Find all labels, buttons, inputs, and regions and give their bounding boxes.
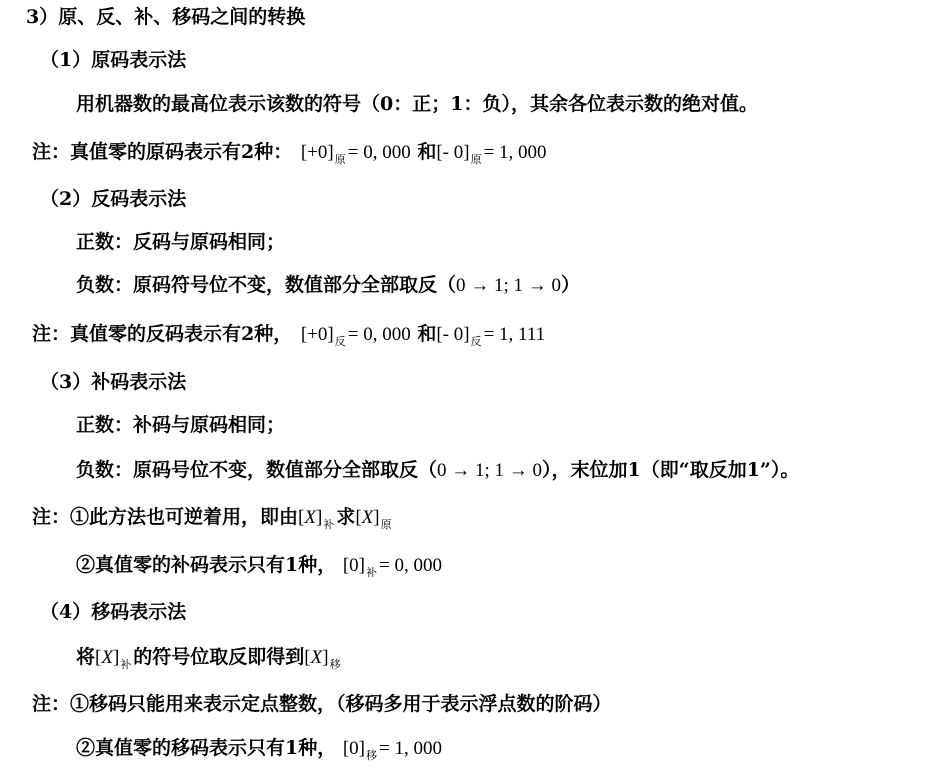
note-text: 真值零的原码表示有2种： (70, 141, 293, 163)
note-twos-complement-zero (76, 553, 442, 585)
note-text: ②真值零的补码表示只有1种， (76, 554, 337, 576)
section-title (26, 5, 305, 29)
subscript: 反 (470, 335, 482, 348)
formula-x-yuan: [X] (355, 507, 380, 528)
note-offset-binary-zero (76, 736, 442, 768)
subscript: 补 (120, 658, 132, 671)
heading-offset-binary (40, 600, 186, 624)
ones-complement-positive (76, 230, 285, 254)
formula-value: = 0, 000 (347, 142, 411, 163)
heading-text: （4）移码表示法 (40, 601, 187, 623)
formula-plus-zero: [+0] (300, 142, 334, 163)
note-text: 求 (336, 506, 356, 528)
formula-flip: 0 → 1; 1 → 0 (456, 275, 562, 296)
note-label: 注： (32, 141, 71, 163)
heading-ones-complement (40, 187, 186, 211)
note-text: ①此方法也可逆着用，即由 (70, 506, 299, 528)
heading-sign-magnitude (40, 48, 186, 72)
subscript: 原 (470, 153, 482, 166)
formula-value: = 1, 000 (483, 142, 547, 163)
positive-rule: 正数：反码与原码相同； (76, 231, 286, 253)
rule-text: 将 (76, 646, 96, 668)
conjunction: 和 (417, 141, 437, 163)
note-label: 注： (32, 506, 71, 528)
formula-minus-zero: [- 0] (436, 142, 470, 163)
formula-value: = 1, 000 (379, 738, 442, 759)
note-label: 注： (32, 693, 71, 715)
var-x: X (101, 647, 113, 668)
note-text: 真值零的反码表示有2种， (70, 323, 293, 345)
var-x: X (310, 647, 323, 668)
negative-rule: 负数：原码符号位不变，数值部分全部取反（ (76, 274, 457, 296)
formula-minus-zero: [- 0] (436, 324, 470, 345)
formula-x-yi: [X] (304, 647, 329, 668)
subscript: 移 (329, 658, 341, 671)
subscript: 移 (366, 749, 378, 762)
note-sign-magnitude (32, 140, 547, 172)
negative-rule: 负数：原码号位不变，数值部分全部取反（ (76, 459, 438, 481)
formula-x-bu: [X] (95, 647, 120, 668)
conjunction: 和 (417, 323, 437, 345)
formula-value: = 0, 000 (379, 555, 442, 576)
subscript: 反 (334, 335, 346, 348)
sign-magnitude-desc (76, 92, 758, 116)
formula-value: = 0, 000 (347, 324, 411, 345)
note-text: ①移码只能用来表示定点整数，（移码多用于表示浮点数的阶码） (70, 693, 612, 715)
formula-x-bu: [X] (298, 507, 323, 528)
positive-rule: 正数：补码与原码相同； (76, 414, 286, 436)
var-x: X (361, 507, 374, 528)
note-offset-binary-usage (32, 692, 612, 716)
note-label: 注： (32, 323, 71, 345)
subscript: 原 (380, 518, 392, 531)
desc-text: 用机器数的最高位表示该数的符号（0：正；1：负），其余各位表示数的绝对值。 (76, 93, 758, 115)
formula-zero: [0] (342, 555, 366, 576)
heading-text: （1）原码表示法 (40, 49, 187, 71)
twos-complement-negative (76, 458, 799, 483)
subscript: 原 (334, 153, 346, 166)
heading-twos-complement (40, 370, 186, 394)
offset-binary-rule (76, 645, 343, 677)
heading-text: （3）补码表示法 (40, 371, 187, 393)
formula-flip: 0 → 1; 1 → 0 (437, 460, 543, 481)
subscript: 补 (366, 566, 378, 579)
note-twos-complement-reversible (32, 505, 394, 537)
subscript: 补 (323, 518, 335, 531)
heading-text: （2）反码表示法 (40, 188, 187, 210)
negative-rule-end: ） (561, 274, 581, 296)
var-x: X (304, 507, 316, 528)
note-text: ②真值零的移码表示只有1种， (76, 737, 337, 759)
rule-text: 的符号位取反即得到 (133, 646, 305, 668)
ones-complement-negative (76, 273, 580, 298)
formula-value: = 1, 111 (483, 324, 546, 345)
note-ones-complement (32, 322, 545, 354)
formula-plus-zero: [+0] (300, 324, 334, 345)
negative-rule-end: ），末位加1（即“取反加1”）。 (542, 459, 800, 481)
section-title-text: 3）原、反、补、移码之间的转换 (26, 6, 306, 28)
formula-zero: [0] (342, 738, 366, 759)
twos-complement-positive (76, 413, 285, 437)
